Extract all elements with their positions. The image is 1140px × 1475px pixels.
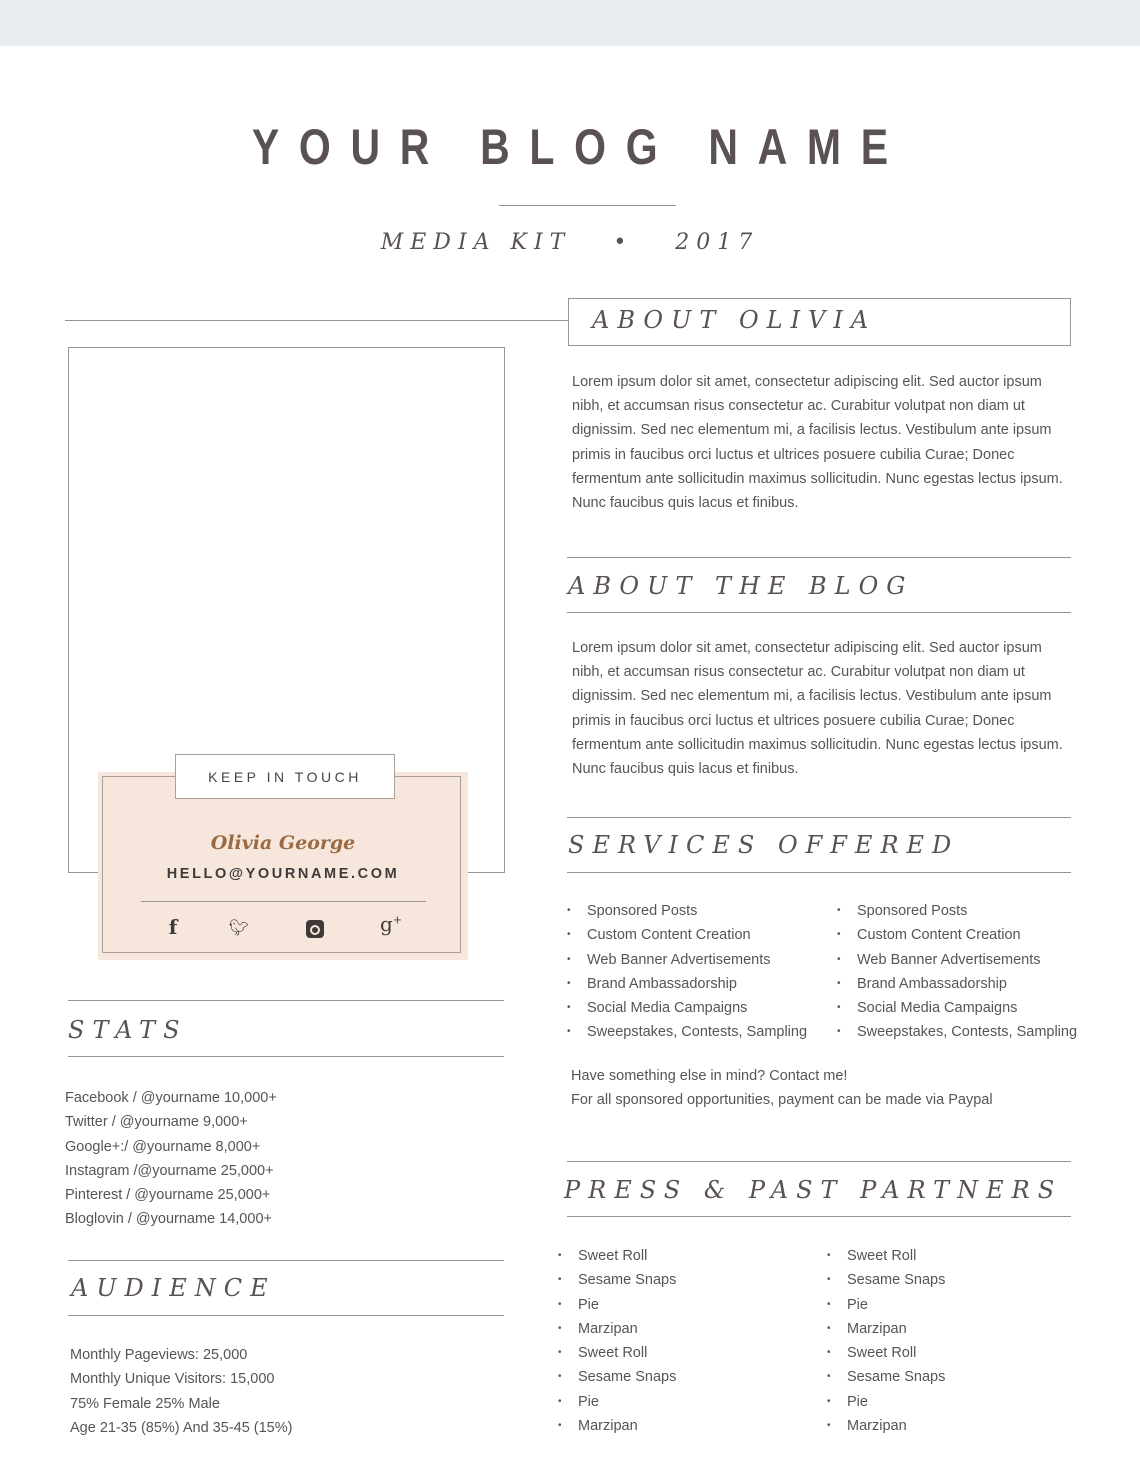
stat-item: Bloglovin / @yourname 14,000+ <box>65 1211 272 1228</box>
keep-in-touch-label: KEEP IN TOUCH <box>175 754 395 799</box>
stats-heading: STATS <box>68 1016 188 1044</box>
press-item: • Marzipan <box>558 1414 676 1438</box>
divider <box>68 1000 504 1001</box>
contact-email[interactable]: HELLO@YOURNAME.COM <box>166 866 400 882</box>
services-list-1 <box>567 899 807 1045</box>
services-heading: SERVICES OFFERED <box>568 831 960 859</box>
stat-item: Twitter / @yourname 9,000+ <box>65 1114 248 1131</box>
press-item: • Pie <box>558 1390 676 1414</box>
service-item: • Sponsored Posts <box>837 899 1077 923</box>
services-note: Have something else in mind? Contact me! <box>571 1068 848 1084</box>
audience-item: Age 21-35 (85%) And 35-45 (15%) <box>70 1419 293 1436</box>
service-item: • Custom Content Creation <box>837 923 1077 947</box>
twitter-icon[interactable]: 🐦︎ <box>228 920 250 937</box>
services-list-2 <box>837 899 1077 1045</box>
press-list-2 <box>827 1244 945 1438</box>
divider <box>65 320 568 321</box>
facebook-icon[interactable]: f <box>168 915 178 939</box>
subtitle-text: MEDIA KIT <box>380 230 572 255</box>
service-item: • Sweepstakes, Contests, Sampling <box>837 1020 1077 1044</box>
press-item: • Sesame Snaps <box>827 1268 945 1292</box>
year: 2017 <box>675 230 760 255</box>
service-item: • Brand Ambassadorship <box>837 972 1077 996</box>
service-item: • Social Media Campaigns <box>567 996 807 1020</box>
press-item: • Sweet Roll <box>827 1341 945 1365</box>
press-list-1 <box>558 1244 676 1438</box>
audience-item: Monthly Unique Visitors: 15,000 <box>70 1371 275 1388</box>
about-blog-text: Lorem ipsum dolor sit amet, consectetur adipiscing elit. Sed auctor ipsum nibh, et accumsan risus consectetur ac. Curabitur volutpat non diam ut dignissim. Sed nec elementum mi, a facilisis lectus. Vestibulum ante ipsum primis in faucibus orci luctus et ultrices posuere cubilia Curae; Donec fermentum ante sollicitudin maximus sollicitudin. Nunc egestas lectus ipsum. Nunc faucibus quis lacus et finibus. <box>572 640 1063 778</box>
press-item: • Sesame Snaps <box>827 1365 945 1389</box>
press-item: • Pie <box>558 1293 676 1317</box>
top-bar <box>0 0 1140 46</box>
audience-item: Monthly Pageviews: 25,000 <box>70 1347 248 1363</box>
blog-title: YOUR BLOG NAME <box>251 119 908 175</box>
divider <box>567 1161 1071 1162</box>
press-item: • Sesame Snaps <box>558 1268 676 1292</box>
stat-item: Instagram /@yourname 25,000+ <box>65 1162 274 1179</box>
instagram-icon[interactable] <box>306 920 324 938</box>
audience-heading: AUDIENCE <box>71 1274 276 1302</box>
divider <box>68 1315 504 1316</box>
press-heading: PRESS & PAST PARTNERS <box>564 1176 1063 1204</box>
service-item: • Sponsored Posts <box>567 899 807 923</box>
press-item: • Pie <box>827 1293 945 1317</box>
divider <box>567 1216 1071 1217</box>
stats-list <box>65 1086 277 1232</box>
about-olivia-text: Lorem ipsum dolor sit amet, consectetur adipiscing elit. Sed auctor ipsum nibh, et accumsan risus consectetur ac. Curabitur volutpat non diam ut dignissim. Sed nec elementum mi, a facilisis lectus. Vestibulum ante ipsum primis in faucibus orci luctus et ultrices posuere cubilia Curae; Donec fermentum ante sollicitudin maximus sollicitudin. Nunc egestas lectus ipsum. Nunc faucibus quis lacus et finibus. <box>572 374 1063 512</box>
service-item: • Brand Ambassadorship <box>567 972 807 996</box>
divider <box>567 612 1071 613</box>
press-item: • Pie <box>827 1390 945 1414</box>
press-item: • Marzipan <box>558 1317 676 1341</box>
press-item: • Sesame Snaps <box>558 1365 676 1389</box>
divider <box>567 557 1071 558</box>
stat-item: Google+:/ @yourname 8,000+ <box>65 1138 261 1155</box>
press-item: • Marzipan <box>827 1414 945 1438</box>
audience-item: 75% Female 25% Male <box>70 1395 220 1412</box>
stat-item: Pinterest / @yourname 25,000+ <box>65 1187 271 1204</box>
press-item: • Sweet Roll <box>827 1244 945 1268</box>
service-item: • Custom Content Creation <box>567 923 807 947</box>
subtitle-bullet: • <box>613 230 634 255</box>
services-notes <box>571 1064 993 1113</box>
media-kit-subtitle <box>0 230 1140 255</box>
press-item: • Sweet Roll <box>558 1341 676 1365</box>
divider <box>141 901 426 902</box>
service-item: • Web Banner Advertisements <box>567 948 807 972</box>
contact-name: Olivia George <box>210 832 356 854</box>
service-item: • Web Banner Advertisements <box>837 948 1077 972</box>
divider <box>68 1260 504 1261</box>
stat-item: Facebook / @yourname 10,000+ <box>65 1090 277 1106</box>
about-blog-heading: ABOUT THE BLOG <box>568 572 914 600</box>
google-plus-icon[interactable]: g+ <box>379 912 403 936</box>
press-item: • Sweet Roll <box>558 1244 676 1268</box>
divider <box>567 817 1071 818</box>
about-olivia-heading: ABOUT OLIVIA <box>592 306 877 334</box>
services-note: For all sponsored opportunities, payment can be made via Paypal <box>571 1092 993 1109</box>
press-item: • Marzipan <box>827 1317 945 1341</box>
audience-list <box>70 1343 292 1440</box>
contact-card-border <box>102 776 461 953</box>
divider <box>567 872 1071 873</box>
service-item: • Sweepstakes, Contests, Sampling <box>567 1020 807 1044</box>
divider <box>499 205 676 206</box>
service-item: • Social Media Campaigns <box>837 996 1077 1020</box>
divider <box>68 1056 504 1057</box>
